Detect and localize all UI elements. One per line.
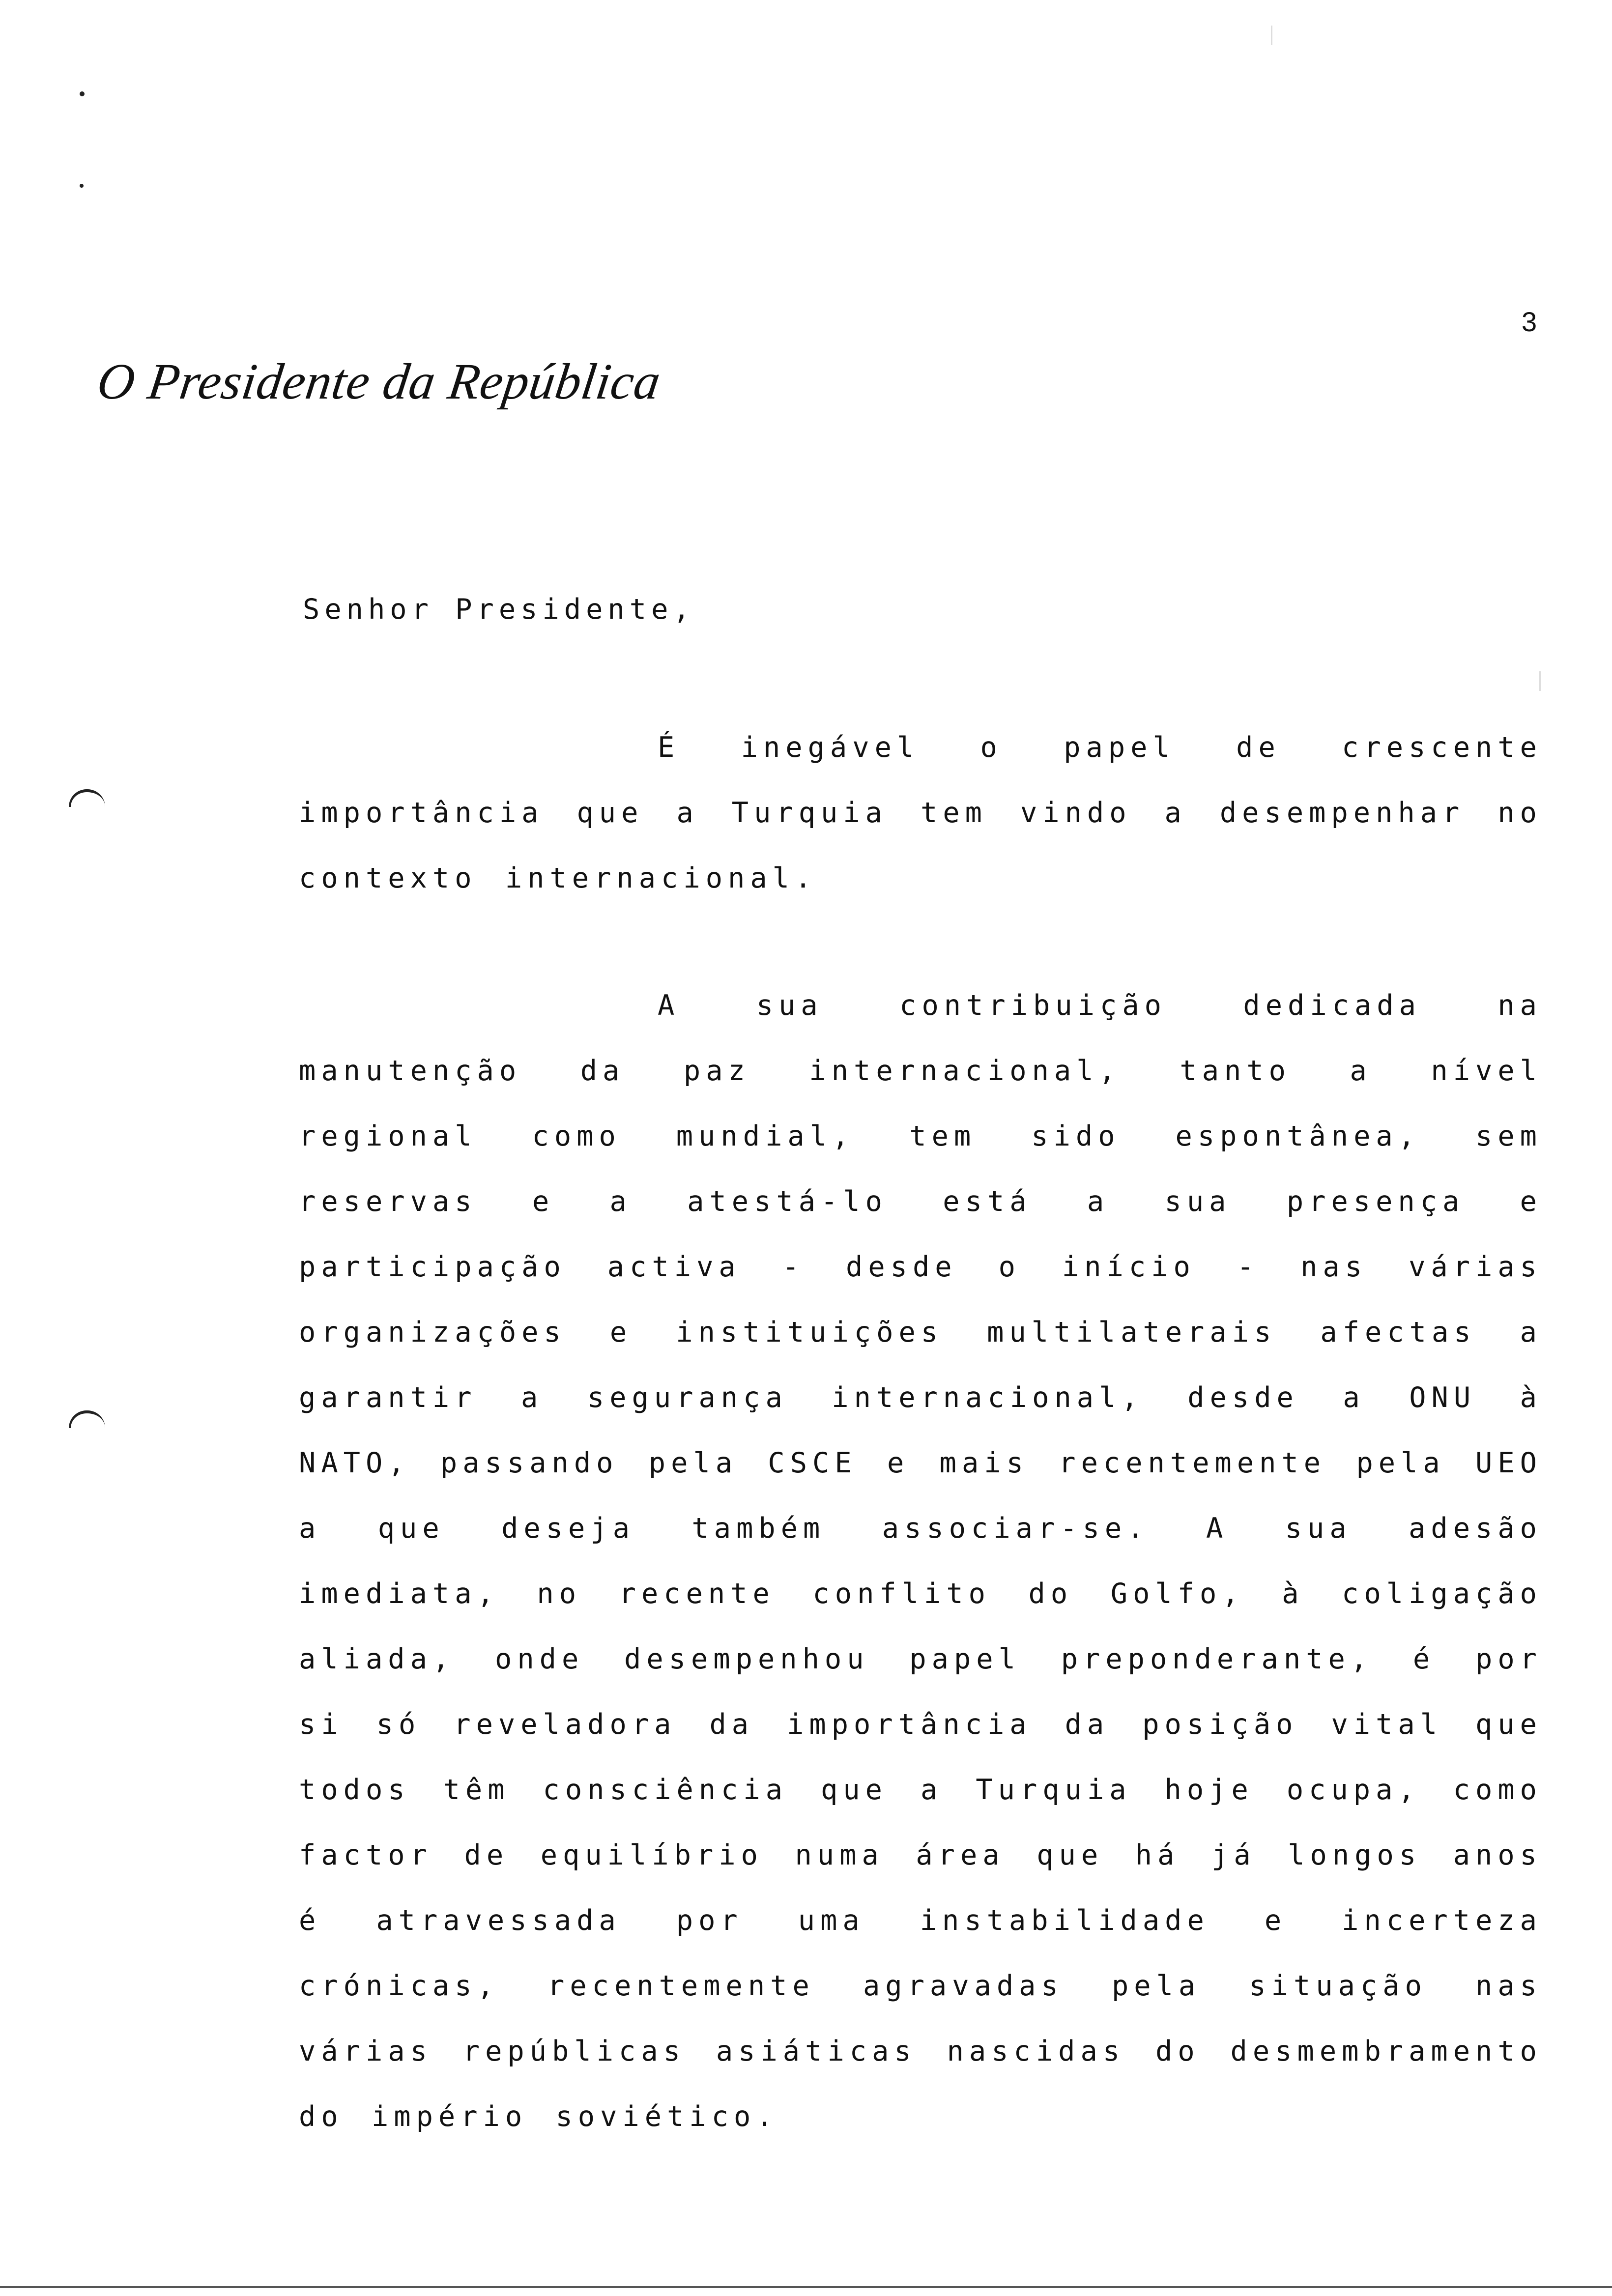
scan-speck	[80, 184, 84, 188]
salutation: Senhor Presidente,	[303, 593, 695, 626]
letterhead-presidente-da-republica: O Presidente da República	[93, 353, 664, 410]
scan-artifact-line	[1539, 671, 1541, 691]
page-number: 3	[1522, 306, 1537, 337]
punch-hole-mark	[69, 1410, 105, 1428]
paragraph: É inegável o papel de crescente importância que a Turquia tem vindo a desempenhar no contexto internacional.	[299, 731, 1542, 894]
scan-bottom-edge	[0, 2286, 1612, 2288]
paragraph: A sua contribuição dedicada na manutenção da paz internacional, tanto a nível regional como mundial, tem sido espontânea, sem reservas e a atestá-lo está a sua presença e participação activa - desde o início - nas várias organizações e instituições multilaterais afectas a garantir a segurança internacional, desde a ONU à NATO, passando pela CSCE e mais recentemente pela UEO a que deseja também associar-se. A sua adesão imediata, no recente conflito do Golfo, à coligação aliada, onde desempenhou papel preponderante, é por si só reveladora da importância da posição vital que todos têm consciência que a Turquia hoje ocupa, como factor de equilíbrio numa área que há já longos anos é atravessada por uma instabilidade e incerteza crónicas, recentemente agravadas pela situação nas várias repúblicas asiáticas nascidas do desmembramento do império soviético.	[299, 989, 1542, 2133]
scan-artifact-line	[1271, 26, 1272, 45]
scan-speck	[80, 91, 85, 96]
punch-hole-mark	[69, 789, 105, 807]
